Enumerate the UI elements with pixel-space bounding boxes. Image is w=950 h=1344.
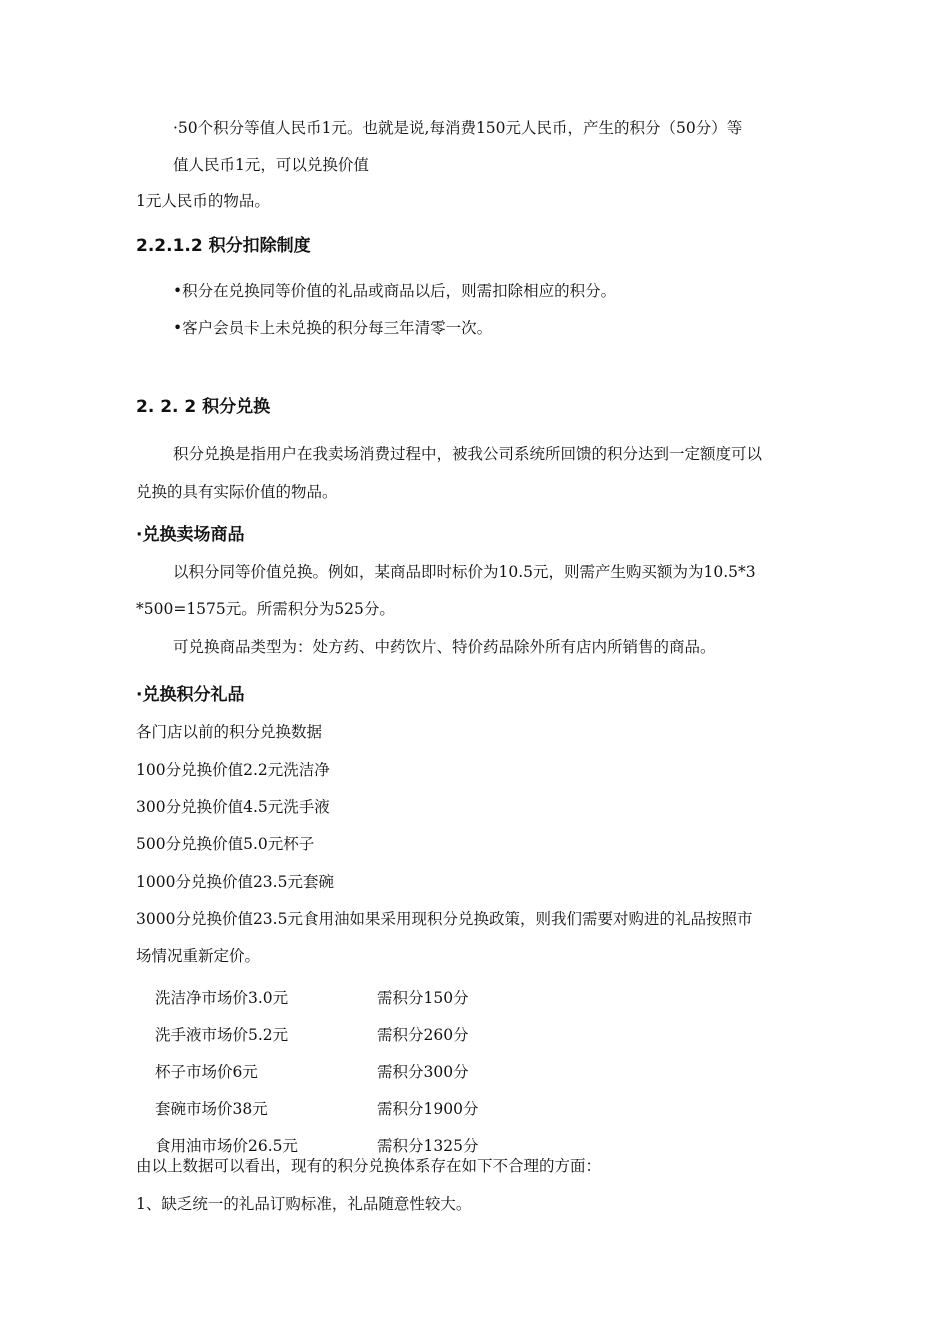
table-cell-points: 需积分1900分 bbox=[377, 1100, 479, 1118]
issue-item: 1、缺乏统一的礼品订购标准，礼品随意性较大。 bbox=[136, 1195, 472, 1213]
text-line: 积分兑换是指用户在我卖场消费过程中，被我公司系统所回馈的积分达到一定额度可以 bbox=[173, 445, 763, 463]
gift-data-intro: 各门店以前的积分兑换数据 bbox=[136, 723, 323, 741]
conclusion-text: 由以上数据可以看出，现有的积分兑换体系存在如下不合理的方面： bbox=[136, 1157, 602, 1175]
table-cell-points: 需积分260分 bbox=[377, 1026, 469, 1044]
text-line: 场情况重新定价。 bbox=[136, 947, 261, 965]
list-item: 3000分兑换价值23.5元食用油如果采用现积分兑换政策，则我们需要对购进的礼品按照市 bbox=[136, 910, 753, 928]
table-cell-item: 洗手液市场价5.2元 bbox=[155, 1026, 289, 1044]
text-line: 可兑换商品类型为：处方药、中药饮片、特价药品除外所有店内所销售的商品。 bbox=[173, 638, 716, 656]
table-cell-item: 洗洁净市场价3.0元 bbox=[155, 989, 289, 1007]
text-line: *500=1575元。所需积分为525分。 bbox=[136, 600, 395, 618]
text-line: 以积分同等价值兑换。例如，某商品即时标价为10.5元，则需产生购买额为为10.5*3 bbox=[173, 563, 756, 581]
table-cell-points: 需积分300分 bbox=[377, 1063, 469, 1081]
text-line: 1元人民币的物品。 bbox=[136, 192, 270, 210]
list-item: 300分兑换价值4.5元洗手液 bbox=[136, 798, 330, 816]
bullet-item: •积分在兑换同等价值的礼品或商品以后，则需扣除相应的积分。 bbox=[173, 282, 617, 300]
list-item: 100分兑换价值2.2元洗洁净 bbox=[136, 761, 330, 779]
bullet-item: •客户会员卡上未兑换的积分每三年清零一次。 bbox=[173, 319, 493, 337]
text-line: 兑换的具有实际价值的物品。 bbox=[136, 483, 338, 501]
list-item: 500分兑换价值5.0元杯子 bbox=[136, 835, 315, 853]
table-cell-item: 套碗市场价38元 bbox=[155, 1100, 268, 1118]
heading-points-deduction: 2.2.1.2 积分扣除制度 bbox=[136, 236, 311, 256]
table-cell-item: 食用油市场价26.5元 bbox=[155, 1137, 299, 1155]
text-line: 值人民币1元，可以兑换价值 bbox=[173, 156, 369, 174]
text-line: ·50个积分等值人民币1元。也就是说,每消费150元人民币，产生的积分（50分）等 bbox=[173, 119, 743, 137]
table-cell-points: 需积分1325分 bbox=[377, 1137, 479, 1155]
table-cell-item: 杯子市场价6元 bbox=[155, 1063, 258, 1081]
list-item: 1000分兑换价值23.5元套碗 bbox=[136, 873, 334, 891]
heading-exchange-gifts: ·兑换积分礼品 bbox=[136, 685, 245, 705]
heading-exchange-goods: ·兑换卖场商品 bbox=[136, 525, 245, 545]
table-cell-points: 需积分150分 bbox=[377, 989, 469, 1007]
heading-points-exchange: 2. 2. 2 积分兑换 bbox=[136, 397, 271, 417]
